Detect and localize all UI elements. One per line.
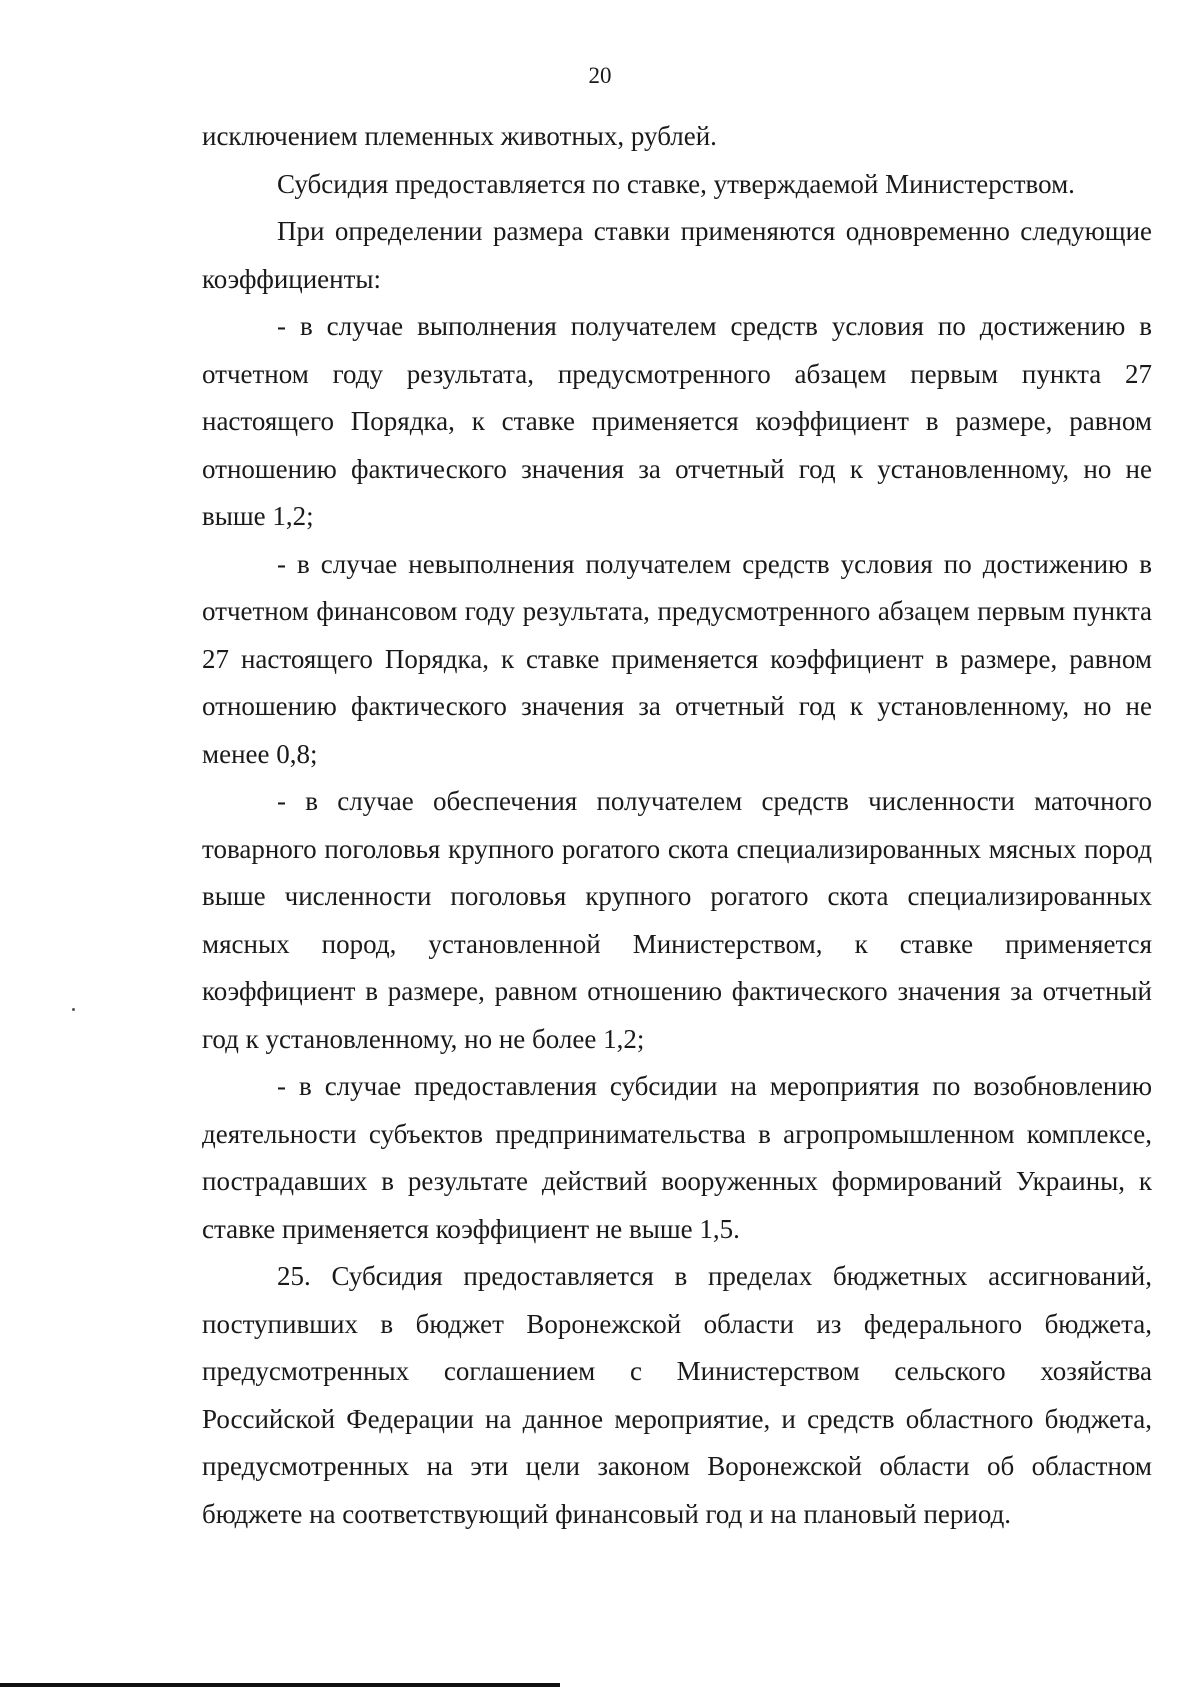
footer-rule	[0, 1683, 560, 1687]
list-item-coefficient-unfulfilled: - в случае невыполнения получателем средств условия по достижению в отчетном финансовом году результата, предусмотренного абзацем первым пункта 27 настоящего Порядка, к ставке применяется коэффициент в размере, равном отношению фактического значения за отчетный год к установленному, но не менее 0,8;	[202, 548, 1152, 769]
paragraph-25-budget: 25. Субсидия предоставляется в пределах бюджетных ассигнований, поступивших в бюджет Воронежской области из федерального бюджета, предусмотренных соглашением с Министерством сельского хозяйства Российской Федерации на данное мероприятие, и средств областного бюджета, предусмотренных на эти цели законом Воронежской области об областном бюджете на соответствующий финансовый год и на плановый период.	[202, 1261, 1152, 1529]
list-item-coefficient-livestock: - в случае обеспечения получателем средств численности маточного товарного поголовья крупного рогатого скота специализированных мясных пород выше численности поголовья крупного рогатого скота специализированных мясных пород, установленной Министерством, к ставке применяется коэффициент в размере, равном отношению фактического значения за отчетный год к установленному, но не более 1,2;	[202, 786, 1152, 1054]
page-number: 20	[588, 63, 612, 88]
list-item-coefficient-restoration: - в случае предоставления субсидии на мероприятия по возобновлению деятельности субъектов предпринимательства в агропромышленном комплексе, пострадавших в результате действий вооруженных формирований Украины, к ставке применяется коэффициент не выше 1,5.	[202, 1071, 1152, 1244]
scan-speck	[72, 1008, 75, 1011]
paragraph-continuation: исключением племенных животных, рублей.	[202, 121, 717, 151]
list-item-coefficient-fulfilled: - в случае выполнения получателем средств условия по достижению в отчетном году результата, предусмотренного абзацем первым пункта 27 настоящего Порядка, к ставке применяется коэффициент в размере, равном отношению фактического значения за отчетный год к установленному, но не выше 1,2;	[202, 311, 1152, 531]
paragraph-subsidy-rate: Субсидия предоставляется по ставке, утверждаемой Министерством.	[277, 168, 1075, 199]
document-body	[202, 113, 1152, 1538]
paragraph-coefficients-intro: При определении размера ставки применяются одновременно следующие коэффициенты:	[202, 216, 1152, 294]
